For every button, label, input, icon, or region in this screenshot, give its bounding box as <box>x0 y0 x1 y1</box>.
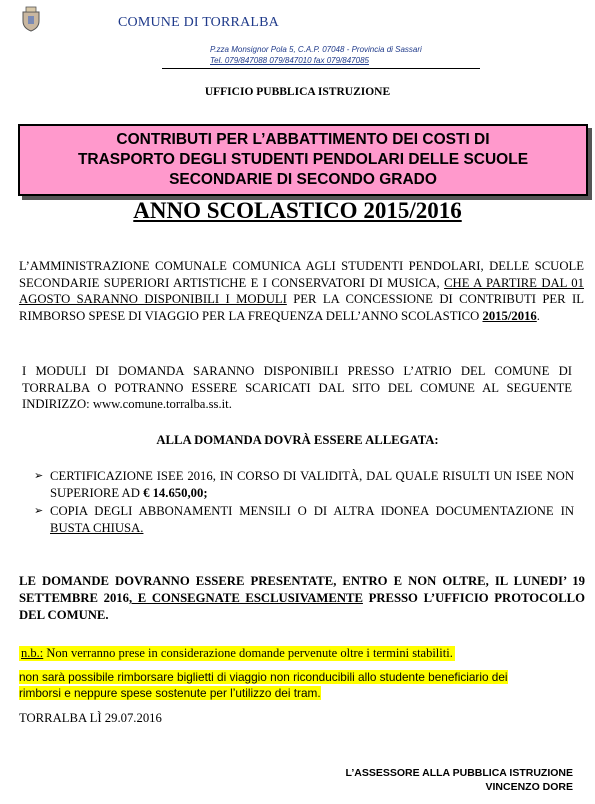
list-item <box>34 468 574 501</box>
sealed-envelope: BUSTA CHIUSA. <box>50 520 144 535</box>
para1-text: L’AMMINISTRAZIONE COMUNALE COMUNICA AGLI STUDENTI PENDOLARI, DELLE SCUOLE SECONDARIE SUPERIORI ARTISTICHE E I CONSERVATORI DI MUSICA, <box>19 259 584 290</box>
para1-year: 2015/2016 <box>482 308 537 323</box>
office-name: UFFICIO PUBBLICA ISTRUZIONE <box>204 86 391 98</box>
announcement-paragraph <box>19 258 584 324</box>
para1-end: . <box>536 308 540 323</box>
title-line-3: SECONDARIE DI SECONDO GRADO <box>169 171 437 188</box>
attachments-heading: ALLA DOMANDA DOVRÀ ESSERE ALLEGATA: <box>156 433 439 447</box>
school-year-heading: ANNO SCOLASTICO 2015/2016 <box>133 198 462 223</box>
signature-block <box>345 766 573 794</box>
address-line: P.zza Monsignor Pola 5, C.A.P. 07048 - Provincia di Sassari <box>210 45 422 54</box>
phone-line: Tel. 079/847088 079/847010 fax 079/847085 <box>210 56 369 65</box>
isee-text: CERTIFICAZIONE ISEE 2016, IN CORSO DI VALIDITÀ, DAL QUALE RISULTI UN ISEE NON SUPERIORE AD <box>50 469 574 500</box>
isee-amount: € 14.650,00; <box>143 485 208 500</box>
note-highlight <box>19 646 455 661</box>
signature-name: VINCENZO DORE <box>485 781 573 793</box>
comune-name: COMUNE DI TORRALBA <box>118 15 279 30</box>
list-item <box>34 503 574 536</box>
signature-role: L’ASSESSORE ALLA PUBBLICA ISTRUZIONE <box>345 767 573 779</box>
title-line-2: TRASPORTO DEGLI STUDENTI PENDOLARI DELLE SCUOLE <box>77 151 529 168</box>
header-divider <box>162 68 480 69</box>
copy-text: COPIA DEGLI ABBONAMENTI MENSILI O DI ALTRA IDONEA DOCUMENTAZIONE IN <box>50 504 574 518</box>
modules-paragraph: I MODULI DI DOMANDA SARANNO DISPONIBILI PRESSO L’ATRIO DEL COMUNE DI TORRALBA O POTRANNO ESSERE SCARICATI DAL SITO DEL COMUNE AL SEGUENTE INDIRIZZO: www.comune.torralba.ss.it. <box>22 364 572 411</box>
note-text: Non verranno prese in considerazione domande pervenute oltre i termini stabiliti. <box>43 646 453 660</box>
para1-underlined: CHE A PARTIRE DAL 01 AGOSTO SARANNO DISPONIBILI I MODULI <box>19 275 584 306</box>
refund-note <box>19 670 539 701</box>
para1-text-2: PER LA CONCESSIONE DI CONTRIBUTI PER IL RIMBORSO SPESE DI VIAGGIO PER LA FREQUENZA DELL’ANNO SCOLASTICO <box>19 292 584 323</box>
deadline-text: LE DOMANDE DOVRANNO ESSERE PRESENTATE, ENTRO E NON OLTRE, IL LUNEDI’ 19 SETTEMBRE 2016 <box>19 574 585 605</box>
deadline-paragraph <box>19 573 585 624</box>
municipal-crest-icon <box>20 6 42 32</box>
comune-address <box>210 44 422 66</box>
deadline-office: PRESSO L’UFFICIO PROTOCOLLO DEL COMUNE. <box>19 591 586 622</box>
arrow-bullet-icon: ➢ <box>34 505 44 517</box>
refund-note-text: non sarà possibile rimborsare biglietti di viaggio non riconducibili allo studente beneficiario dei rimborsi e neppure spese sostenute per l’utilizzo dei tram. <box>19 670 508 700</box>
title-box <box>18 124 588 196</box>
deadline-underlined: , E CONSEGNATE ESCLUSIVAMENTE <box>128 591 363 605</box>
date-line: TORRALBA LÌ 29.07.2016 <box>19 711 162 725</box>
title-line-1: CONTRIBUTI PER L’ABBATTIMENTO DEI COSTI DI <box>116 131 490 148</box>
note-label: n.b.: <box>21 646 44 660</box>
arrow-bullet-icon: ➢ <box>34 470 44 482</box>
attachments-list <box>34 468 574 538</box>
